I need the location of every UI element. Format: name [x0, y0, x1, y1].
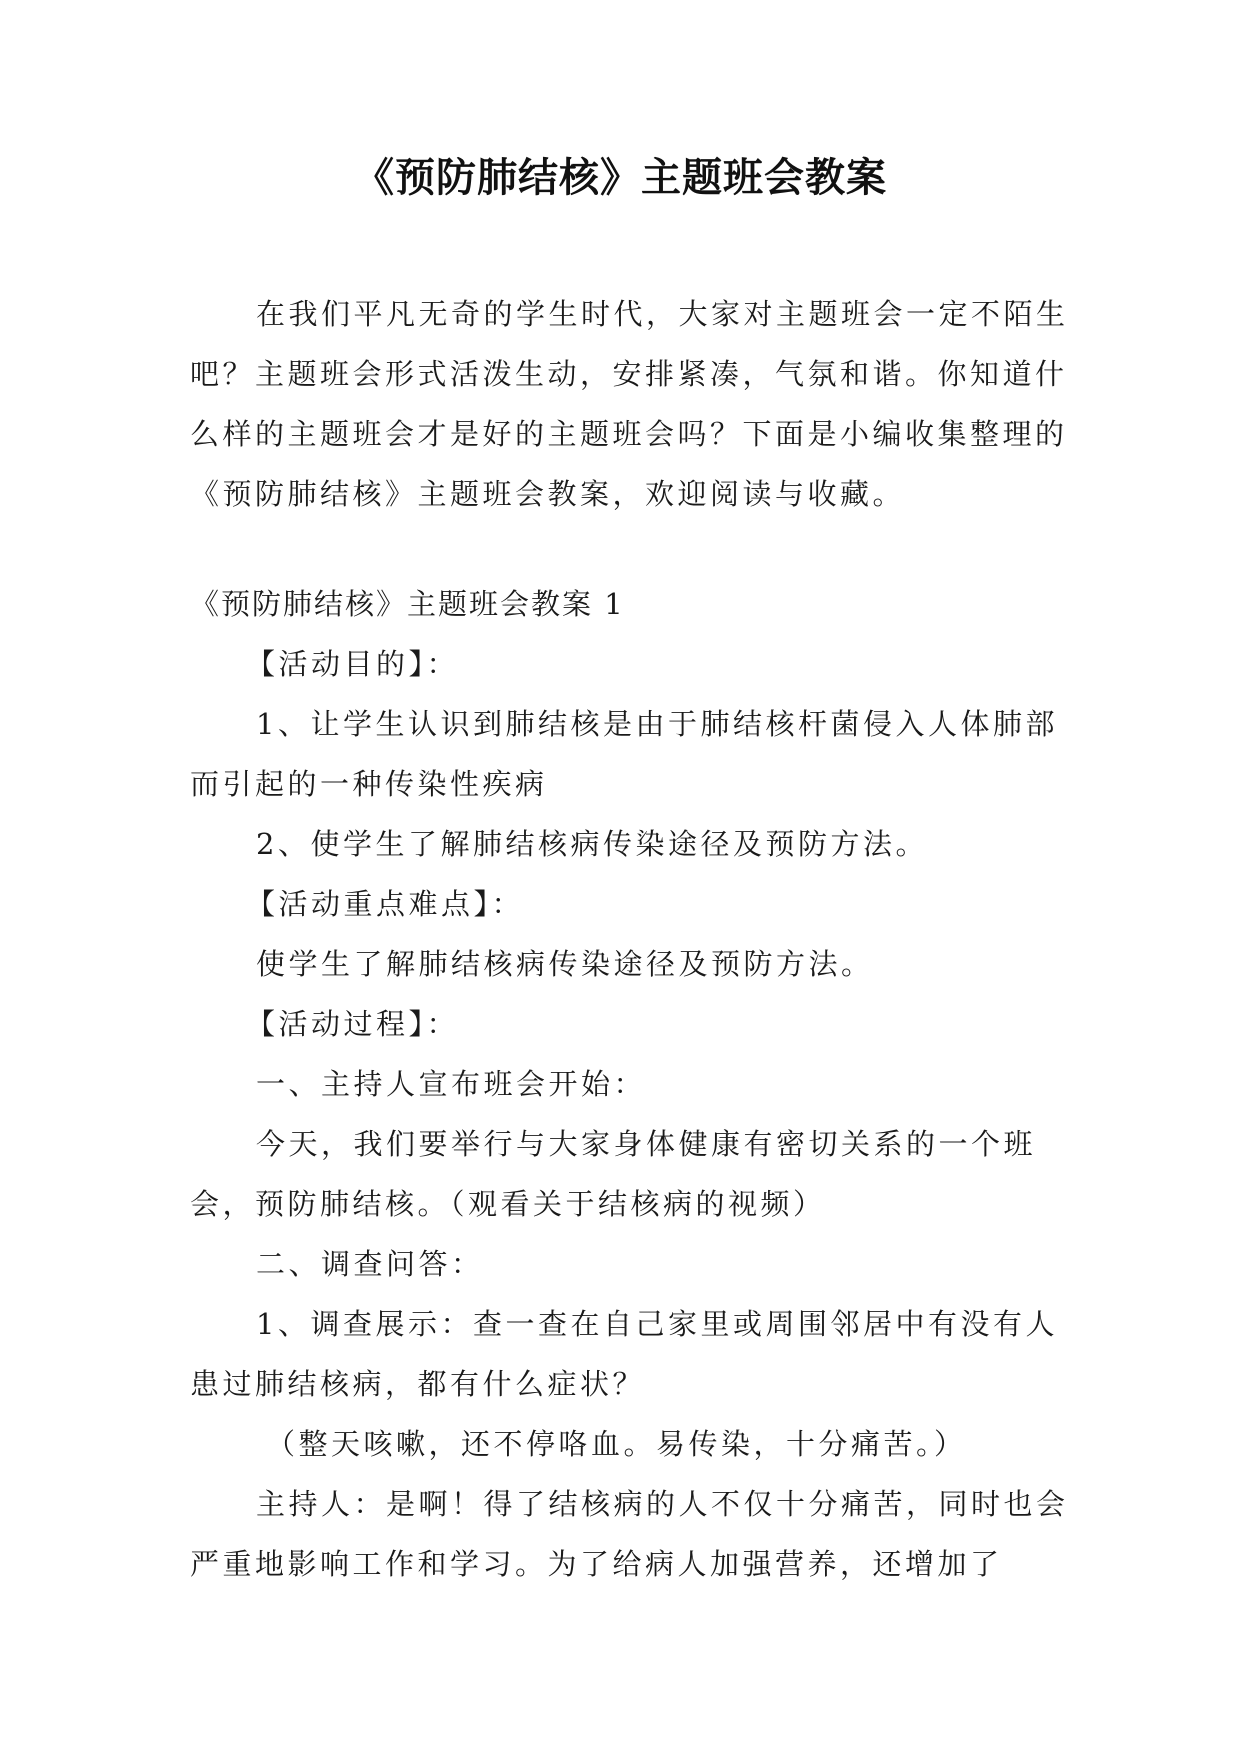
survey-item-1: 1、调查展示：查一查在自己家里或周围邻居中有没有人患过肺结核病，都有什么症状？	[190, 1307, 1058, 1401]
activity-goal-heading: 【活动目的】：	[246, 647, 460, 681]
activity-process-heading: 【活动过程】：	[246, 1007, 460, 1041]
key-points-text: 使学生了解肺结核病传染途径及预防方法。	[256, 947, 874, 981]
host-remark: 主持人：是啊！得了结核病的人不仅十分痛苦，同时也会严重地影响工作和学习。为了给病人加强营养，还增加了	[190, 1487, 1069, 1581]
step-1-text: 今天，我们要举行与大家身体健康有密切关系的一个班会，预防肺结核。（观看关于结核病的视频）	[190, 1127, 1037, 1221]
intro-paragraph: 在我们平凡无奇的学生时代，大家对主题班会一定不陌生吧？主题班会形式活泼生动，安排紧凑，气氛和谐。你知道什么样的主题班会才是好的主题班会吗？下面是小编收集整理的《预防肺结核》主题班会教案，欢迎阅读与收藏。	[190, 297, 1069, 511]
lesson-plan-section	[190, 574, 1070, 1594]
goal-item-2: 2、使学生了解肺结核病传染途径及预防方法。	[256, 827, 928, 861]
intro-section	[190, 284, 1070, 524]
goal-item-1: 1、让学生认识到肺结核是由于肺结核杆菌侵入人体肺部而引起的一种传染性疾病	[190, 707, 1058, 801]
section-title: 《预防肺结核》主题班会教案 1	[190, 587, 625, 621]
step-1-heading: 一、主持人宣布班会开始：	[256, 1067, 647, 1101]
survey-answer: （整天咳嗽，还不停咯血。易传染，十分痛苦。）	[266, 1427, 967, 1461]
document-title: 《预防肺结核》主题班会教案	[354, 155, 887, 201]
step-2-heading: 二、调查问答：	[256, 1247, 484, 1281]
key-points-heading: 【活动重点难点】：	[246, 887, 525, 921]
